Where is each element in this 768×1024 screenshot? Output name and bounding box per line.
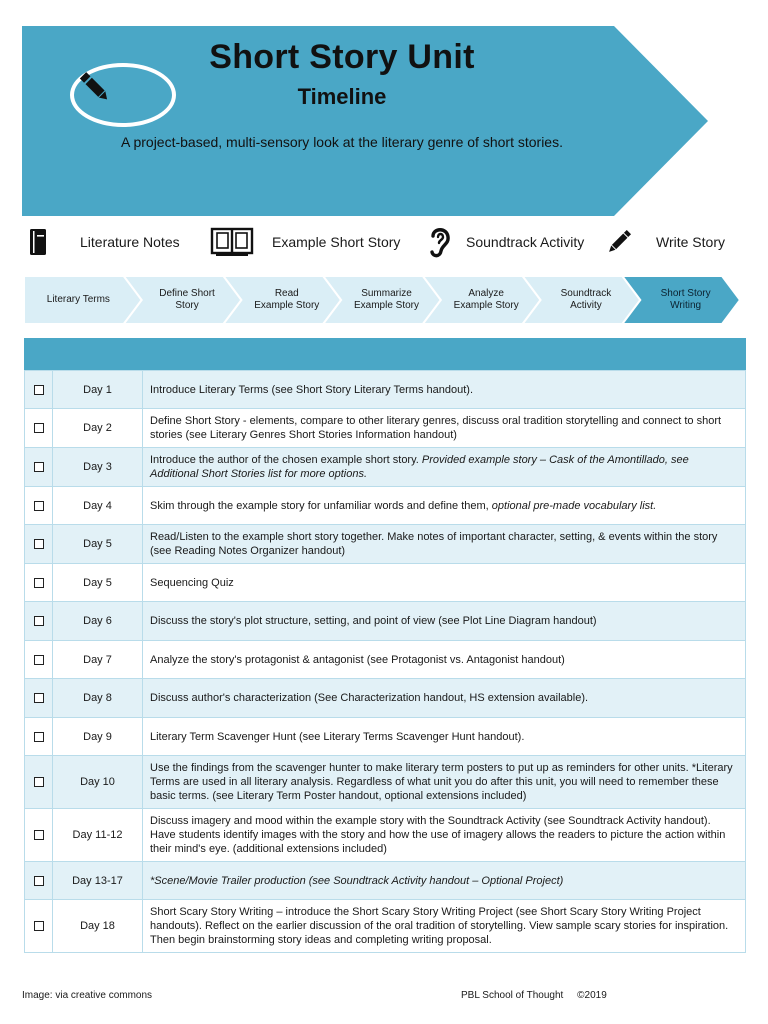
image-credit: Image: via creative commons: [22, 990, 153, 1001]
checkbox-cell: [25, 900, 53, 953]
checkbox-cell: [25, 756, 53, 809]
table-row: [25, 525, 746, 564]
day-cell: Day 2: [53, 409, 143, 448]
checkbox[interactable]: [34, 539, 44, 549]
checkbox[interactable]: [34, 830, 44, 840]
description-cell: [143, 641, 746, 679]
day-cell: Day 13-17: [53, 862, 143, 900]
description-text: Introduce Literary Terms (see Short Story Literary Terms handout).: [150, 383, 474, 396]
checkbox-cell: [25, 862, 53, 900]
table-row: [25, 809, 746, 862]
checkbox-cell: [25, 448, 53, 487]
legend-label: Example Short Story: [272, 234, 401, 250]
checkbox[interactable]: [34, 616, 44, 626]
table-row: [25, 371, 746, 409]
description-cell: [143, 564, 746, 602]
day-cell: Day 6: [53, 602, 143, 641]
day-cell: Day 8: [53, 679, 143, 718]
description-text: Skim through the example story for unfamiliar words and define them,: [150, 499, 492, 512]
day-cell: Day 5: [53, 525, 143, 564]
checkbox[interactable]: [34, 423, 44, 433]
unit-steps: [24, 276, 740, 324]
description-text: Discuss author's characterization (See Characterization handout, HS extension available).: [150, 692, 589, 704]
checkbox[interactable]: [34, 501, 44, 511]
description-cell: [143, 809, 746, 862]
legend-item-write-story: [606, 222, 725, 262]
step-label: Literary Terms: [46, 294, 110, 305]
checkbox-cell: [25, 409, 53, 448]
checkbox[interactable]: [34, 578, 44, 588]
day-cell: Day 3: [53, 448, 143, 487]
checkbox-cell: [25, 679, 53, 718]
day-cell: Day 18: [53, 900, 143, 953]
pencil-icon: [606, 228, 632, 256]
description-cell: [143, 525, 746, 564]
open-book-icon: [210, 226, 254, 258]
page-title: Short Story Unit: [209, 38, 475, 76]
checkbox-cell: [25, 525, 53, 564]
description-text: Analyze the story's protagonist & antagonist (see Protagonist vs. Antagonist handout): [150, 653, 565, 666]
checkbox[interactable]: [34, 693, 44, 703]
legend-label: Write Story: [656, 234, 725, 250]
page-tagline: A project-based, multi-sensory look at the literary genre of short stories.: [121, 134, 563, 150]
day-cell: Day 11-12: [53, 809, 143, 862]
description-text: Discuss the story's plot structure, setting, and point of view (see Plot Line Diagram handout): [150, 615, 597, 627]
table-header-bar: [24, 338, 746, 370]
table-row: [25, 409, 746, 448]
checkbox[interactable]: [34, 462, 44, 472]
description-cell: [143, 718, 746, 756]
description-text: Discuss imagery and mood within the example story with the Soundtrack Activity (see Soundtrack Activity handout). Have students identify images with the story and how the use of imagery allows the readers to picture the action within their mind's eye. (additional extensions included): [150, 815, 726, 855]
description-text: Read/Listen to the example short story together. Make notes of important character, setting, & events within the story (see Reading Notes Organizer handout): [150, 531, 718, 557]
checkbox-cell: [25, 564, 53, 602]
description-text: Define Short Story - elements, compare to other literary genres, discuss oral tradition storytelling and connect to short stories (see Literary Genres Short Stories Information handout): [150, 415, 722, 441]
description-cell: [143, 679, 746, 718]
description-text: Literary Term Scavenger Hunt (see Literary Terms Scavenger Hunt handout).: [150, 730, 525, 743]
timeline-table: [24, 370, 746, 953]
step-label: Short Story Writing: [660, 288, 711, 311]
description-italic: Provided example story – Cask of the Amontillado, see Additional Short Stories list for more options.: [150, 454, 689, 480]
table-row: [25, 564, 746, 602]
legend-item-example-short-story: [210, 222, 400, 262]
description-cell: [143, 900, 746, 953]
description-text: Introduce the author of the chosen example short story.: [150, 454, 422, 466]
description-cell: [143, 409, 746, 448]
description-cell: [143, 371, 746, 409]
ear-icon: [424, 224, 454, 260]
legend-item-literature-notes: [28, 222, 180, 262]
table-row: [25, 756, 746, 809]
step-label: Summarize Example Story: [353, 288, 419, 311]
day-cell: Day 7: [53, 641, 143, 679]
table-row: [25, 641, 746, 679]
step-label: Define Short Story: [159, 288, 215, 311]
description-cell: [143, 756, 746, 809]
description-text: Sequencing Quiz: [150, 576, 234, 589]
copyright: PBL School of Thought ©2019: [461, 990, 607, 1001]
description-cell: [143, 487, 746, 525]
description-italic: optional pre-made vocabulary list.: [491, 499, 657, 512]
checkbox-cell: [25, 371, 53, 409]
day-cell: Day 9: [53, 718, 143, 756]
description-cell: [143, 602, 746, 641]
icon-legend: [22, 222, 746, 262]
description-italic: *Scene/Movie Trailer production (see Soundtrack Activity handout – Optional Project): [150, 874, 564, 887]
checkbox-cell: [25, 487, 53, 525]
table-row: [25, 862, 746, 900]
checkbox-cell: [25, 809, 53, 862]
step-label: Read Example Story: [254, 288, 320, 311]
table-row: [25, 900, 746, 953]
table-row: [25, 718, 746, 756]
step-label: Soundtrack Activity: [560, 288, 612, 311]
day-cell: Day 1: [53, 371, 143, 409]
table-row: [25, 448, 746, 487]
checkbox[interactable]: [34, 921, 44, 931]
checkbox-cell: [25, 641, 53, 679]
notebook-icon: [28, 227, 48, 257]
day-cell: Day 5: [53, 564, 143, 602]
title-banner: [22, 26, 708, 216]
day-cell: Day 4: [53, 487, 143, 525]
checkbox[interactable]: [34, 385, 44, 395]
checkbox[interactable]: [34, 655, 44, 665]
checkbox[interactable]: [34, 732, 44, 742]
table-row: [25, 679, 746, 718]
description-cell: [143, 448, 746, 487]
legend-item-soundtrack-activity: [424, 222, 584, 262]
checkbox-cell: [25, 718, 53, 756]
description-cell: [143, 862, 746, 900]
checkbox[interactable]: [34, 777, 44, 787]
description-text: Short Scary Story Writing – introduce the Short Scary Story Writing Project (see Short Scary Story Writing Project handouts). Reflect on the earlier discussion of the oral tradition of storytelling. View sample scary stories for inspiration. Then begin brainstorming story ideas and completing writing proposal.: [150, 906, 729, 946]
legend-label: Literature Notes: [80, 234, 180, 250]
table-row: [25, 487, 746, 525]
page-subtitle: Timeline: [297, 84, 387, 109]
checkbox[interactable]: [34, 876, 44, 886]
day-cell: Day 10: [53, 756, 143, 809]
table-row: [25, 602, 746, 641]
step-label: Analyze Example Story: [453, 288, 519, 311]
checkbox-cell: [25, 602, 53, 641]
legend-label: Soundtrack Activity: [466, 234, 585, 250]
description-text: Use the findings from the scavenger hunter to make literary term posters to put up as reminders for other units. *Literary Terms are used in all literary analysis. Regardless of what unit you do after this unit, you will need to remember these basic terms. (see Literary Term Poster handout, optional extensions included): [150, 762, 733, 802]
